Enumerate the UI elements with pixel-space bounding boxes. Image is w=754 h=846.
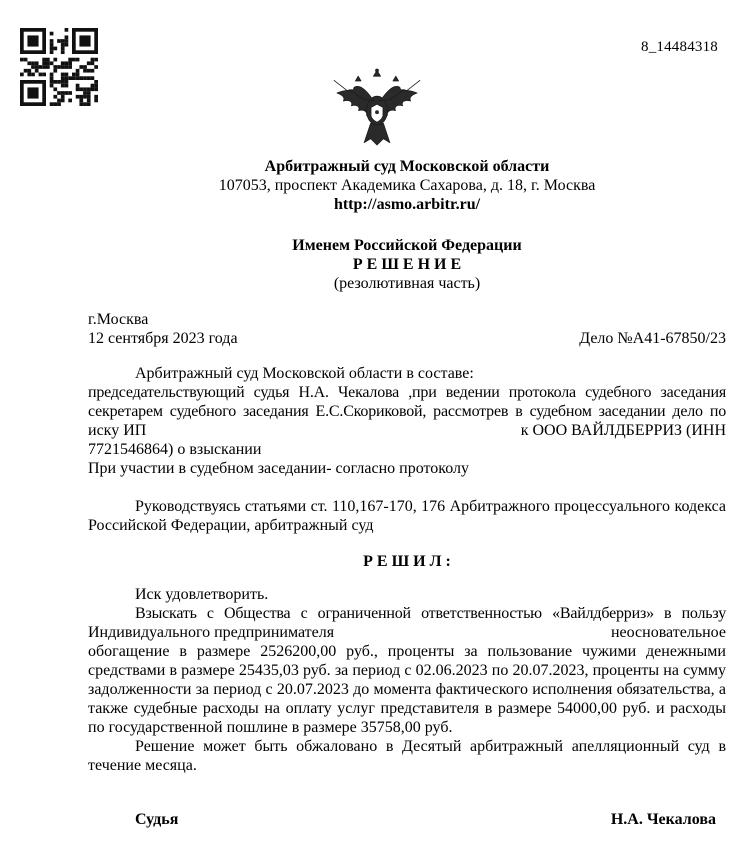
judge-line-2: секретарем судебного заседания Е.С.Скориковой, рассмотрев в судебном заседании дело по: [88, 403, 726, 420]
judge-name: Н.А. Чекалова: [610, 811, 716, 828]
award-plaintiff-label: Индивидуального предпринимателя: [88, 624, 335, 641]
qr-code-icon: [20, 28, 98, 106]
court-address: 107053, проспект Академика Сахарова, д. 18, г. Москва: [218, 177, 596, 194]
award-right-word: неосновательное: [610, 624, 726, 641]
document-body: [88, 157, 726, 829]
judge-line-1: председательствующий судья Н.А. Чекалова ,при ведении протокола судебного заседания: [88, 384, 726, 401]
award-line-1: Взыскать с Общества с ограниченной ответственностью «Вайлдберриз» в пользу: [135, 605, 726, 622]
defendant-label: к ООО ВАЙЛДБЕРРИЗ (ИНН: [520, 422, 726, 439]
attendance-line: При участии в судебном заседании- согласно протоколу: [88, 460, 470, 477]
legal-basis-paragraph: Руководствуясь статьями ст. 110,167-170, 176 Арбитражного процессуального кодекса Российской Федерации, арбитражный суд: [88, 498, 726, 534]
resolved-heading: Р Е Ш И Л :: [363, 553, 451, 570]
decision-part-note: (резолютивная часть): [333, 275, 481, 292]
decision-title: Р Е Ш Е Н И Е: [352, 256, 462, 273]
court-website: http://asmo.arbitr.ru/: [333, 196, 481, 213]
date-case-row: [88, 329, 726, 348]
signature-row: [88, 810, 726, 829]
plaintiff-label: иску ИП: [88, 422, 147, 439]
court-name: Арбитражный суд Московской области: [264, 158, 550, 175]
defendant-continuation: 7721546864) о взыскании: [88, 441, 262, 458]
coat-of-arms-russia-icon: [329, 68, 425, 150]
document-number: 8_14484318: [641, 39, 718, 55]
appeal-paragraph: Решение может быть обжаловано в Десятый арбитражный апелляционный суд в течение месяца.: [88, 738, 726, 774]
in-name-line: Именем Российской Федерации: [292, 237, 522, 254]
case-number: Дело №А41-67850/23: [579, 330, 726, 347]
judge-label: Судья: [135, 811, 179, 828]
composition-line: Арбитражный суд Московской области в составе:: [135, 365, 474, 382]
award-paragraph-rest: обогащение в размере 2526200,00 руб., проценты за пользование чужими денежными средствами в размере 25435,03 руб. за период с 02.06.2023 по 20.07.2023, проценты на сумму задолженности за период с 20.07.2023 до момента фактического исполнения обязательства, а также судебные расходы на оплату услуг представителя в размере 54000,00 руб. и расходы по государственной пошлине в размере 35758,00 руб.: [88, 643, 726, 736]
decision-date: 12 сентября 2023 года: [88, 330, 238, 347]
satisfy-line: Иск удовлетворить.: [135, 586, 269, 603]
city-line: г.Москва: [88, 311, 149, 328]
award-redacted-row: [88, 623, 726, 642]
parties-row: [88, 421, 726, 440]
